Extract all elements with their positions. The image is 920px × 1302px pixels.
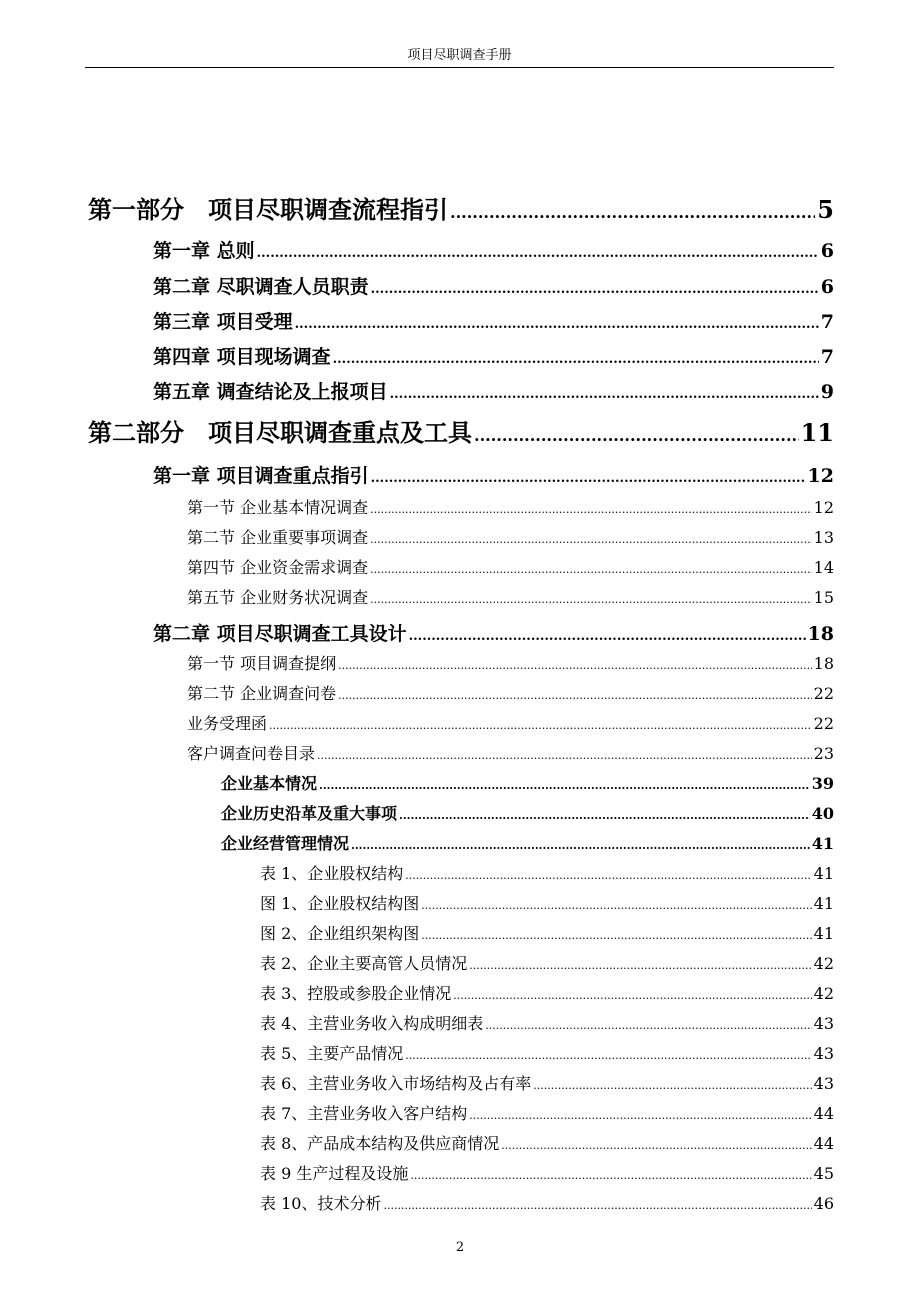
toc-dot-leader [450, 195, 815, 224]
toc-entry-title: 第一章 项目调查重点指引 [153, 465, 369, 487]
toc-entry-tbl[interactable] [260, 1191, 834, 1213]
toc-entry-title: 第一节 企业基本情况调查 [187, 498, 369, 517]
toc-dot-leader [453, 984, 811, 1003]
toc-dot-leader [469, 954, 811, 973]
toc-entry-page: 14 [813, 558, 834, 577]
toc-entry-title: 表 4、主营业务收入构成明细表 [260, 1014, 484, 1033]
toc-entry-page: 42 [813, 954, 834, 973]
toc-dot-leader [319, 774, 810, 793]
toc-entry-tbl[interactable] [260, 921, 834, 943]
toc-entry-title: 企业经营管理情况 [221, 834, 350, 853]
toc-entry-page: 22 [813, 684, 834, 703]
toc-entry-title: 表 2、企业主要高管人员情况 [260, 954, 468, 973]
toc-entry-title: 第二章 项目尽职调查工具设计 [153, 623, 407, 645]
toc-entry-title: 表 1、企业股权结构 [260, 864, 404, 883]
toc-entry-chap[interactable] [153, 461, 834, 487]
toc-dot-leader [399, 804, 810, 823]
toc-entry-chap[interactable] [153, 307, 834, 333]
toc-entry-title: 表 9 生产过程及设施 [260, 1164, 409, 1183]
toc-entry-page: 46 [813, 1194, 834, 1213]
toc-entry-title: 表 8、产品成本结构及供应商情况 [260, 1134, 500, 1153]
toc-entry-page: 41 [813, 864, 834, 883]
toc-entry-tbl[interactable] [260, 1011, 834, 1033]
toc-entry-page: 41 [813, 924, 834, 943]
toc-dot-leader [383, 1194, 811, 1213]
toc-entry-sub[interactable] [221, 771, 834, 793]
toc-dot-leader [390, 381, 819, 403]
toc-entry-sub[interactable] [221, 831, 834, 853]
toc-entry-chap[interactable] [153, 236, 834, 262]
toc-entry-page: 7 [820, 311, 834, 333]
toc-entry-chap[interactable] [153, 619, 834, 645]
toc-entry-page: 18 [813, 654, 834, 673]
toc-entry-title: 表 6、主营业务收入市场结构及占有率 [260, 1074, 532, 1093]
toc-entry-page: 6 [820, 276, 834, 298]
toc-entry-sec[interactable] [187, 585, 834, 607]
toc-dot-leader [421, 894, 811, 913]
toc-entry-page: 41 [811, 834, 834, 853]
toc-entry-page: 12 [807, 465, 834, 487]
toc-dot-leader [338, 654, 812, 673]
toc-entry-title: 第五节 企业财务状况调查 [187, 588, 369, 607]
toc-entry-page: 43 [813, 1014, 834, 1033]
toc-entry-title: 图 2、企业组织架构图 [260, 924, 420, 943]
toc-dot-leader [370, 558, 812, 577]
toc-entry-tbl[interactable] [260, 1041, 834, 1063]
toc-dot-leader [333, 346, 819, 368]
toc-dot-leader [371, 276, 819, 298]
toc-entry-sec[interactable] [187, 495, 834, 517]
toc-entry-title: 第一部分 项目尽职调查流程指引 [88, 195, 448, 224]
toc-entry-title: 企业基本情况 [221, 774, 318, 793]
toc-entry-sec[interactable] [187, 741, 834, 763]
toc-entry-page: 13 [813, 528, 834, 547]
toc-dot-leader [370, 528, 812, 547]
toc-entry-title: 第二部分 项目尽职调查重点及工具 [88, 418, 472, 447]
toc-entry-title: 表 10、技术分析 [260, 1194, 382, 1213]
toc-entry-sec[interactable] [187, 681, 834, 703]
toc-entry-title: 第二节 企业重要事项调查 [187, 528, 369, 547]
toc-entry-page: 39 [811, 774, 834, 793]
toc-entry-page: 15 [813, 588, 834, 607]
toc-dot-leader [257, 240, 819, 262]
toc-entry-title: 企业历史沿革及重大事项 [221, 804, 398, 823]
toc-entry-tbl[interactable] [260, 1131, 834, 1153]
toc-entry-page: 23 [813, 744, 834, 763]
toc-dot-leader [474, 418, 799, 447]
toc-entry-page: 22 [813, 714, 834, 733]
toc-dot-leader [338, 684, 812, 703]
toc-entry-title: 表 5、主要产品情况 [260, 1044, 404, 1063]
toc-dot-leader [421, 924, 811, 943]
toc-entry-page: 40 [811, 804, 834, 823]
toc-entry-tbl[interactable] [260, 861, 834, 883]
toc-entry-part[interactable] [88, 413, 834, 445]
toc-entry-sec[interactable] [187, 555, 834, 577]
toc-entry-title: 第一节 项目调查提纲 [187, 654, 337, 673]
toc-entry-sec[interactable] [187, 651, 834, 673]
toc-entry-page: 18 [807, 623, 834, 645]
toc-dot-leader [485, 1014, 811, 1033]
toc-entry-page: 6 [820, 240, 834, 262]
toc-dot-leader [351, 834, 810, 853]
toc-entry-tbl[interactable] [260, 951, 834, 973]
toc-dot-leader [317, 744, 812, 763]
toc-entry-page: 43 [813, 1044, 834, 1063]
toc-dot-leader [405, 864, 811, 883]
toc-entry-title: 表 3、控股或参股企业情况 [260, 984, 452, 1003]
toc-entry-page: 42 [813, 984, 834, 1003]
toc-entry-page: 41 [813, 894, 834, 913]
toc-entry-chap[interactable] [153, 272, 834, 298]
toc-entry-sec[interactable] [187, 525, 834, 547]
toc-entry-tbl[interactable] [260, 1071, 834, 1093]
toc-entry-tbl[interactable] [260, 981, 834, 1003]
toc-entry-page: 7 [820, 346, 834, 368]
toc-entry-page: 45 [813, 1164, 834, 1183]
toc-entry-page: 9 [820, 381, 834, 403]
toc-entry-sec[interactable] [187, 711, 834, 733]
toc-entry-title: 第四章 项目现场调查 [153, 346, 331, 368]
toc-dot-leader [295, 311, 819, 333]
toc-entry-page: 11 [800, 418, 834, 447]
toc-entry-tbl[interactable] [260, 1161, 834, 1183]
toc-entry-tbl[interactable] [260, 1101, 834, 1123]
toc-entry-title: 表 7、主营业务收入客户结构 [260, 1104, 468, 1123]
toc-entry-page: 5 [817, 195, 834, 224]
running-header: 项目尽职调查手册 [407, 48, 512, 63]
toc-entry-title: 业务受理函 [187, 714, 268, 733]
toc-dot-leader [501, 1134, 811, 1153]
page-number: 2 [455, 1240, 465, 1255]
toc-entry-title: 第四节 企业资金需求调查 [187, 558, 369, 577]
toc-entry-chap[interactable] [153, 377, 834, 403]
toc-entry-page: 43 [813, 1074, 834, 1093]
toc-entry-page: 44 [813, 1104, 834, 1123]
toc-entry-tbl[interactable] [260, 891, 834, 913]
toc-entry-title: 第一章 总则 [153, 240, 255, 262]
toc-dot-leader [469, 1104, 811, 1123]
toc-entry-sub[interactable] [221, 801, 834, 823]
toc-entry-chap[interactable] [153, 342, 834, 368]
toc-dot-leader [405, 1044, 811, 1063]
toc-dot-leader [410, 1164, 811, 1183]
toc-entry-title: 客户调查问卷目录 [187, 744, 316, 763]
toc-dot-leader [533, 1074, 811, 1093]
toc-dot-leader [370, 588, 812, 607]
toc-entry-title: 图 1、企业股权结构图 [260, 894, 420, 913]
toc-dot-leader [409, 623, 806, 645]
toc-dot-leader [370, 498, 812, 517]
toc-entry-page: 44 [813, 1134, 834, 1153]
toc-dot-leader [269, 714, 812, 733]
toc-entry-title: 第五章 调查结论及上报项目 [153, 381, 388, 403]
toc-entry-title: 第三章 项目受理 [153, 311, 293, 333]
toc-entry-title: 第二节 企业调查问卷 [187, 684, 337, 703]
toc-entry-part[interactable] [88, 190, 834, 222]
toc-entry-title: 第二章 尽职调查人员职责 [153, 276, 369, 298]
toc-dot-leader [371, 465, 806, 487]
toc-entry-page: 12 [813, 498, 834, 517]
